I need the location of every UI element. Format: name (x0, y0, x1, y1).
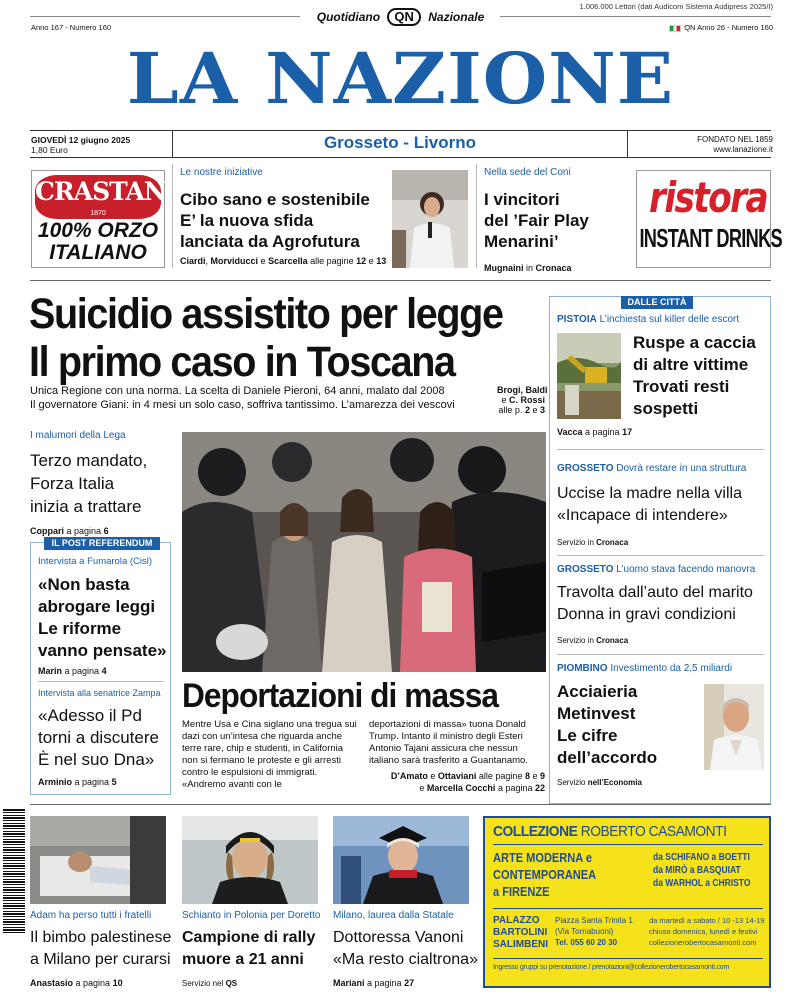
headline-line: Donna in gravi condizioni (557, 606, 736, 623)
headline (30, 927, 178, 971)
byline: Servizio in Cronaca (557, 538, 629, 547)
photo-agrofutura-speaker[interactable] (392, 170, 468, 268)
headline-line: Campione di rally (182, 929, 316, 946)
headline-line: E’ la nuova sfida (180, 211, 314, 230)
founded-text: FONDATO NEL 1859 (697, 135, 773, 144)
qn-left: Quotidiano (316, 10, 381, 24)
ad-palazzo: PALAZZO BARTOLINI SALIMBENI (493, 915, 548, 950)
byline: Anastasio a pagina 10 (30, 978, 123, 988)
lega-story[interactable] (30, 430, 170, 537)
vanoni-story[interactable] (333, 910, 481, 989)
edition-box (172, 131, 628, 157)
kicker: GROSSETO L’uomo stava facendo manovra (557, 564, 756, 575)
headline-line: muore a 21 anni (182, 951, 304, 968)
kicker: Schianto in Polonia per Doretto (182, 910, 321, 921)
headline-line: del ’Fair Play (484, 211, 589, 230)
kicker: Intervista a Fumarola (Cisl) (38, 556, 153, 567)
crastan-line1: 100% ORZO (37, 219, 159, 242)
readers-note: 1.006.000 Lettori (dati Audicom Sistema Audipress 2025/I) (579, 2, 773, 11)
headline-line: vanno pensate» (38, 641, 167, 660)
headline-line: torni a discutere (38, 728, 159, 747)
ad-casamonti[interactable] (483, 816, 771, 988)
kicker: Adam ha perso tutti i fratelli (30, 910, 152, 921)
anno-right-text: QN Anno 26 - Numero 160 (684, 23, 773, 32)
kicker: GROSSETO Dovrà restare in una struttura (557, 463, 747, 474)
rally-story[interactable] (182, 910, 330, 989)
deportazioni-byline: D’Amato e Ottaviani alle pagine 8 e 9 e Marcella Cocchi a pagina 22 (390, 771, 545, 793)
issue-date (31, 135, 130, 155)
post-referendum-label: IL POST REFERENDUM (44, 537, 160, 550)
ad-footer: Ingresso gruppi su prenotazione / prenotazioni@collezionerobertocasamonti.com (493, 964, 730, 971)
headline-line: «Non basta (38, 575, 130, 594)
deportazioni-text-col2: deportazioni di massa» tuona Donald Trump. Intanto il ministro degli Esteri Antonio Tajani assicura che nessun italiano sarà trasferito a Guantanamo. (369, 719, 528, 766)
grosseto-story-2[interactable] (557, 564, 767, 646)
byline: Ciardi, Morviducci e Scarcella alle pagine 12 e 13 (180, 256, 387, 266)
kicker: Milano, laurea dalla Statale (333, 910, 454, 921)
lead-byline: Brogi, Baldi e C. Rossi alle p. 2 e 3 (497, 385, 548, 415)
headline (333, 927, 481, 971)
crastan-year: 1870 (90, 210, 106, 217)
lead-sub-2: Il governatore Giani: in 4 mesi un solo caso, soffriva tantissimo. L’amarezza dei vescovi (30, 399, 455, 411)
founded (697, 135, 773, 155)
headline-line: inizia a trattare (30, 497, 142, 516)
headline-line: lanciata da Agrofutura (180, 232, 360, 251)
ad-address: Piazza Santa Trinita 1 (Via Tornabuoni) Tel. 055 60 20 30 (555, 916, 633, 947)
fumarola-story[interactable] (38, 556, 168, 677)
lead-subheadline (30, 384, 455, 412)
headline-line: Cibo sano e sostenibile (180, 190, 370, 209)
headline-line: Dottoressa Vanoni (333, 929, 464, 946)
byline: Servizio nel QS (182, 979, 238, 988)
photo-rally-driver[interactable] (182, 816, 318, 904)
headline-line: Trovati resti (633, 377, 730, 396)
newspaper-title[interactable]: LA NAZIONE (126, 38, 675, 120)
headline-line: «Incapace di intendere» (557, 507, 728, 524)
bimbo-story[interactable] (30, 910, 178, 989)
pistoia-story[interactable] (557, 314, 767, 326)
price-text: 1,80 Euro (31, 145, 68, 155)
pistoia-headline (633, 332, 756, 420)
barcode (3, 808, 25, 933)
kicker: Intervista alla senatrice Zampa (38, 688, 161, 698)
headline-line: Travolta dall’auto del marito (557, 584, 753, 601)
headline-line: Metinvest (557, 704, 636, 723)
ristora-brand: ristora (648, 173, 768, 222)
headline-line: Terzo mandato, (30, 451, 148, 470)
edition-name[interactable]: Grosseto - Livorno (323, 133, 477, 152)
ad-right-block: da SCHIFANO a BOETTI da MIRÒ a BASQUIAT da WARHOL a CHRISTO (653, 852, 751, 889)
deportazioni-headline[interactable]: Deportazioni di massa (182, 677, 499, 715)
grosseto-story-1[interactable] (557, 463, 767, 548)
lead-headline[interactable] (29, 290, 549, 386)
photo-protest-arrest[interactable] (182, 432, 546, 672)
ad-crastan[interactable] (31, 170, 165, 268)
deportazioni-text-col1: Mentre Usa e Cina siglano una tregua sui dazi con un’intesa che riguarda anche terre rare, chip e studenti, in California non si fermano le proteste e gli arresti contro le espulsioni di immigrati. «Andremo avanti con le (182, 719, 357, 790)
headline (484, 189, 624, 252)
zampa-story[interactable] (38, 687, 170, 788)
byline: Marin a pagina 4 (38, 666, 107, 676)
anno-right (669, 23, 773, 32)
headline (38, 705, 170, 771)
ad-hours: da martedì a sabato / 10 -13 14-19 chiuso domenica, lunedì e festivi collezionerobertocasamonti.com (649, 916, 765, 947)
photo-excavator[interactable] (557, 333, 621, 419)
ad-ristora[interactable] (636, 170, 782, 268)
kicker: Nella sede del Coni (484, 167, 571, 178)
headline-line: a Milano per curarsi (30, 951, 171, 968)
headline (180, 189, 390, 252)
photo-hospital-child[interactable] (30, 816, 166, 904)
lead-sub-1: Unica Regione con una norma. La scelta di Daniele Pieroni, 64 anni, malato dal 2008 (30, 385, 445, 397)
photo-vanoni-graduation[interactable] (333, 816, 469, 904)
headline (557, 582, 767, 626)
qn-right: Nazionale (428, 10, 485, 24)
crastan-line2: ITALIANO (49, 241, 147, 264)
date-text: GIOVEDÌ 12 giugno 2025 (31, 135, 131, 145)
headline-line: sospetti (633, 399, 699, 418)
headline-line: Ruspe a caccia (633, 333, 756, 352)
kicker: Le nostre iniziative (180, 167, 263, 178)
headline-line: Il bimbo palestinese (30, 929, 172, 946)
crastan-logo (35, 175, 166, 219)
lead-headline-line-1: Suicidio assistito per legge (29, 290, 503, 338)
dalle-citta-label: DALLE CITTÀ (621, 296, 693, 309)
headline-line: Acciaieria (557, 682, 638, 701)
headline-line: dell’accordo (557, 748, 658, 767)
byline: Arminio a pagina 5 (38, 777, 117, 787)
crastan-brand: CRASTAN (35, 177, 166, 206)
headline-line: Le riforme (38, 619, 122, 638)
headline-line: Forza Italia (30, 474, 115, 493)
ad-left-block: ARTE MODERNA e CONTEMPORANEA a FIRENZE (493, 850, 597, 899)
teaser-fair-play[interactable] (484, 167, 624, 274)
headline (182, 927, 330, 971)
kicker: I malumori della Lega (30, 430, 126, 441)
headline-line: abrogare leggi (38, 597, 156, 616)
lead-headline-line-2: Il primo caso in Toscana (29, 338, 455, 386)
qn-logo: QN (387, 8, 421, 26)
ristora-line: INSTANT DRINKS (639, 223, 782, 253)
headline-line: «Adesso il Pd (38, 706, 142, 725)
headline-line: È nel suo Dna» (38, 750, 155, 769)
headline (557, 483, 767, 527)
byline: Coppari a pagina 6 (30, 526, 109, 536)
headline-line: I vincitori (484, 190, 560, 209)
headline (38, 574, 168, 662)
headline-line: Uccise la madre nella villa (557, 485, 742, 502)
headline-line: Menarini’ (484, 232, 559, 251)
headline (30, 449, 170, 518)
italian-flag-icon (669, 25, 681, 32)
teaser-agrofutura[interactable] (180, 167, 390, 267)
ad-title: COLLEZIONE ROBERTO CASAMONTI (493, 823, 727, 840)
website-text[interactable]: www.lanazione.it (713, 145, 773, 154)
photo-businessman[interactable] (704, 684, 764, 770)
byline: Mariani a pagina 27 (333, 978, 415, 988)
byline: Servizio in Cronaca (557, 636, 629, 645)
byline: Servizio nell’Economia (557, 778, 642, 787)
pistoia-byline: Vacca a pagina 17 (557, 427, 633, 437)
kicker: PISTOIA L’inchiesta sul killer delle escort (557, 314, 740, 325)
headline-line: «Ma resto cialtrona» (333, 951, 478, 968)
headline-line: di altre vittime (633, 355, 749, 374)
byline: Mugnaini in Cronaca (484, 263, 572, 273)
headline-line: Le cifre (557, 726, 618, 745)
kicker: PIOMBINO Investimento da 2,5 miliardi (557, 663, 733, 674)
anno-left: Anno 167 - Numero 160 (31, 23, 112, 32)
